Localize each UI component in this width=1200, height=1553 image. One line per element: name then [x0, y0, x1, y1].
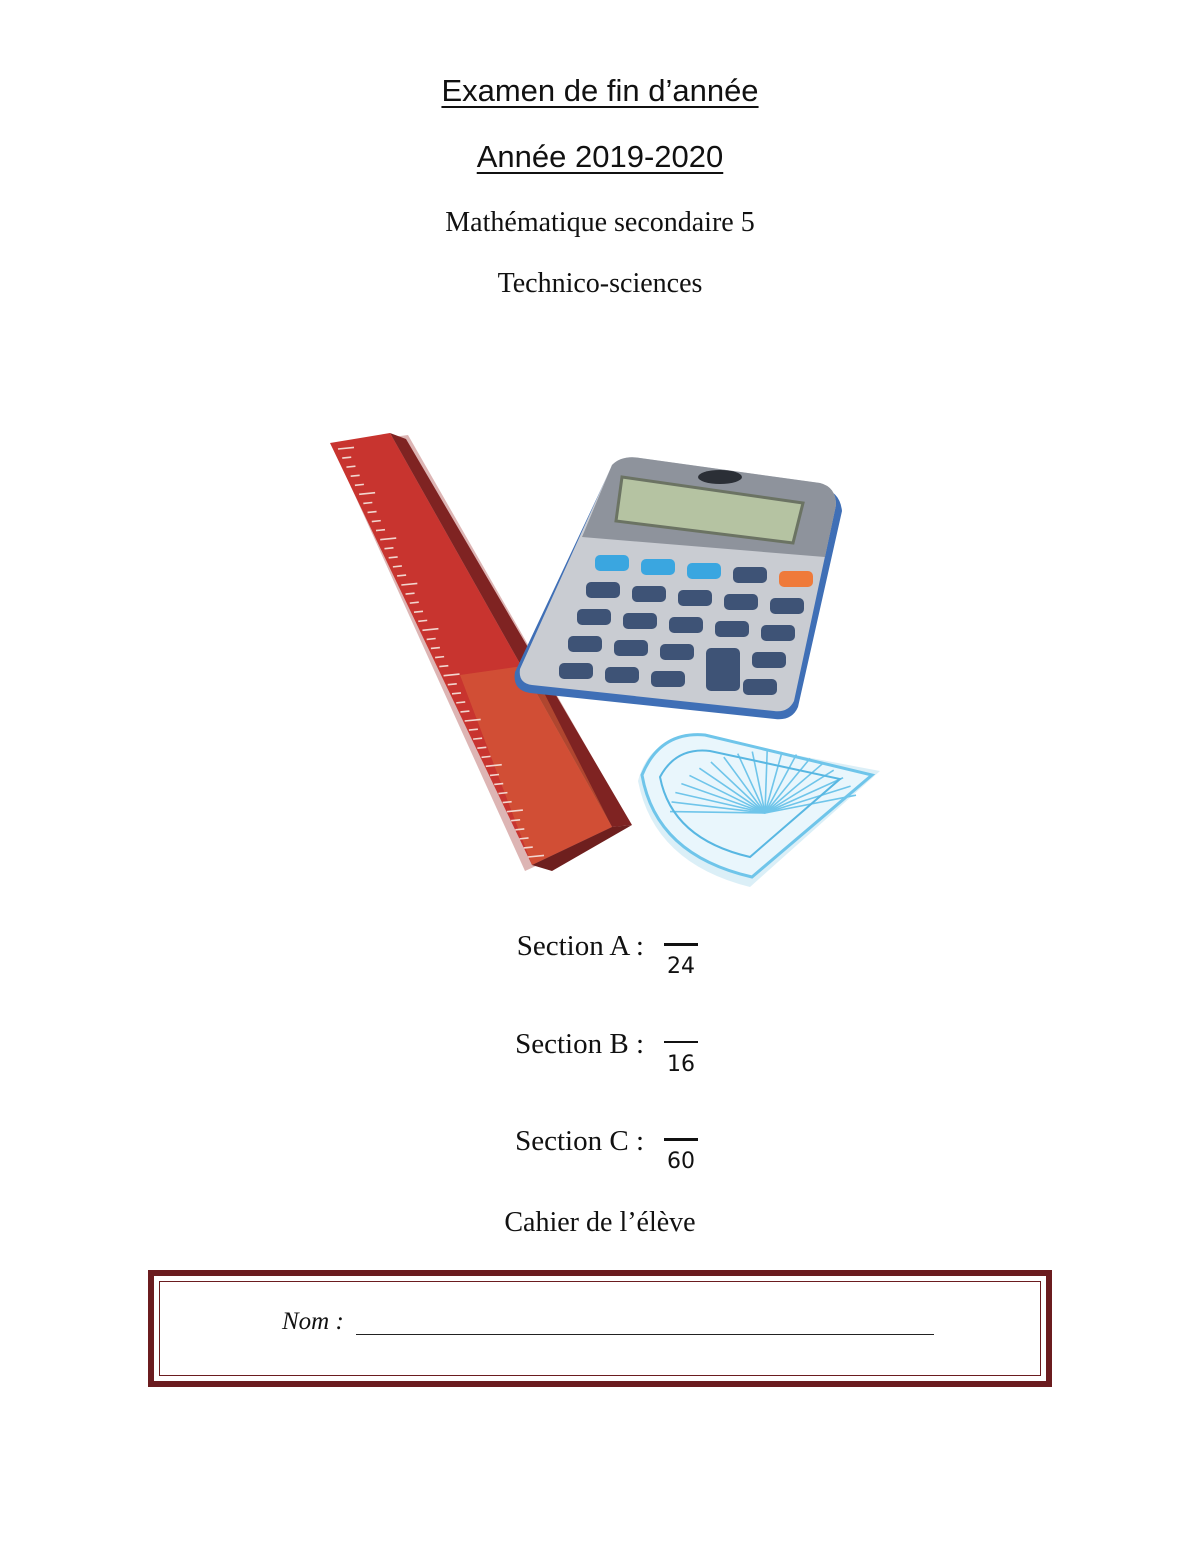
name-field[interactable] [356, 1334, 934, 1335]
section-a-score [0, 930, 1200, 990]
section-c-label: Section C : [515, 1125, 644, 1157]
fraction-bar [664, 943, 698, 946]
course-name: Mathématique secondaire 5 [445, 207, 755, 238]
section-c-fraction [662, 1125, 700, 1185]
school-year: Année 2019-2020 [476, 139, 724, 174]
math-tools-illustration [320, 425, 900, 895]
section-b-score [0, 1028, 1200, 1088]
protractor-icon [638, 735, 880, 887]
section-a-fraction [662, 930, 700, 990]
section-b-label: Section B : [515, 1028, 644, 1060]
exam-title: Examen de fin d’année [441, 73, 759, 108]
section-b-fraction [662, 1028, 700, 1088]
student-name-box [148, 1270, 1052, 1387]
name-label: Nom : [282, 1308, 344, 1335]
program-name: Technico-sciences [497, 268, 703, 299]
name-box-inner-border [159, 1281, 1041, 1376]
booklet-label: Cahier de l’élève [504, 1207, 696, 1238]
section-c-score [0, 1125, 1200, 1185]
section-c-denominator: 60 [667, 1149, 695, 1174]
section-a-denominator: 24 [667, 954, 695, 979]
fraction-bar [664, 1041, 698, 1043]
fraction-bar [664, 1138, 698, 1141]
calculator-icon [515, 457, 842, 719]
section-b-denominator: 16 [667, 1052, 695, 1077]
section-a-label: Section A : [516, 930, 644, 962]
